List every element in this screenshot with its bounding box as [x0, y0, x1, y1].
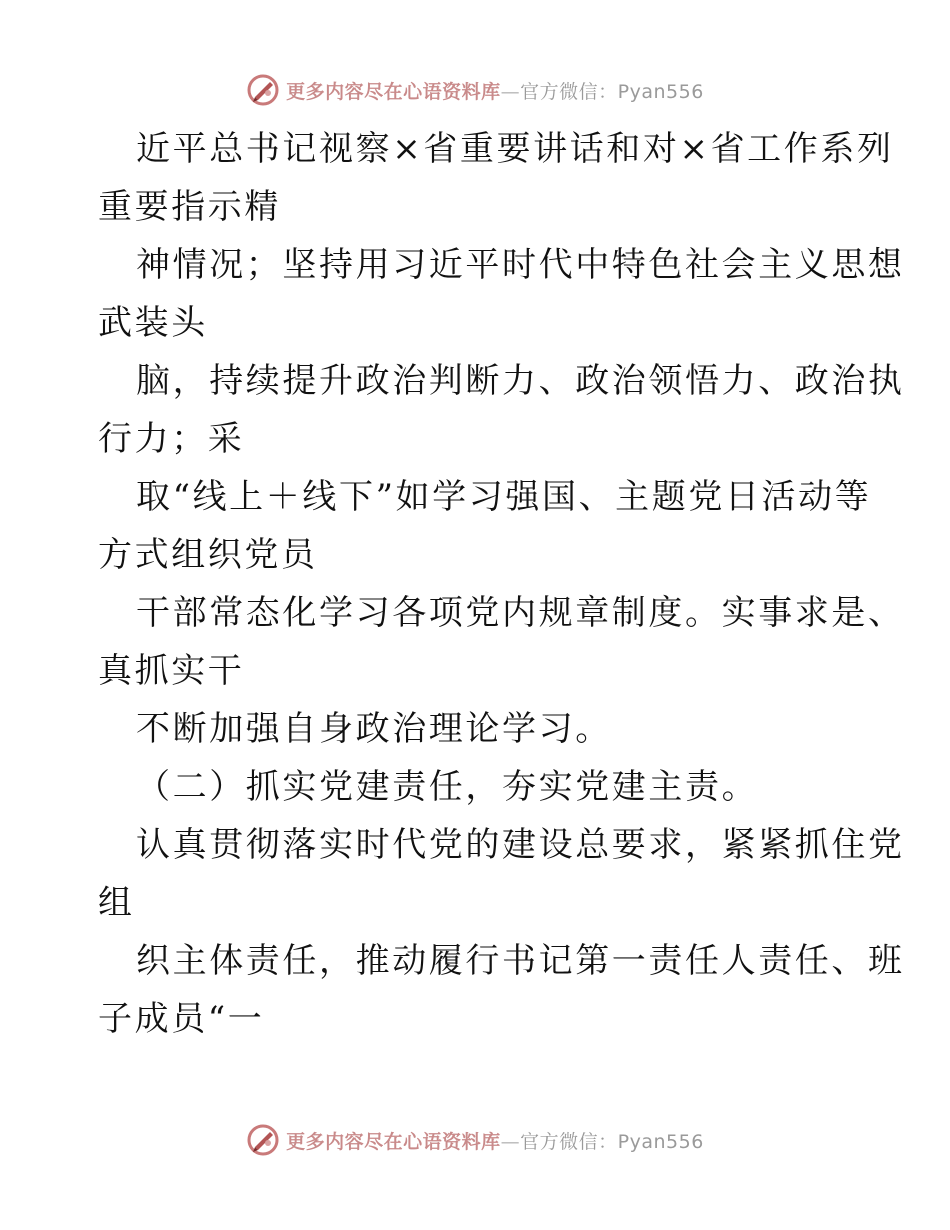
watermark-text: 更多内容尽在心语资料库—官方微信：Pyan556 [286, 1130, 704, 1153]
text-line: 认真贯彻落实时代党的建设总要求，紧紧抓住党 [136, 825, 905, 865]
text-line: 行力；采 [98, 419, 245, 459]
text-line: 织主体责任，推动履行书记第一责任人责任、班 [136, 941, 905, 981]
watermark-logo-icon [246, 1123, 280, 1157]
text-line: 重要指示精 [98, 187, 281, 227]
text-line: 取“线上＋线下”如学习强国、主题党日活动等 [136, 477, 872, 517]
text-line: 不断加强自身政治理论学习。 [136, 709, 612, 749]
section-heading: （二）抓实党建责任，夯实党建主责。 [136, 767, 759, 807]
text-line: 脑，持续提升政治判断力、政治领悟力、政治执 [136, 361, 905, 401]
text-line: 组 [98, 883, 135, 923]
text-line: 干部常态化学习各项党内规章制度。实事求是、 [136, 593, 905, 633]
footer-watermark [0, 1120, 950, 1160]
text-line: 子成员“一 [98, 999, 265, 1039]
watermark-logo-icon [246, 73, 280, 107]
text-line: 神情况；坚持用习近平时代中特色社会主义思想 [136, 245, 905, 285]
text-line: 真抓实干 [98, 651, 245, 691]
text-line: 武装头 [98, 303, 208, 343]
text-line: 近平总书记视察×省重要讲话和对×省工作系列 [136, 129, 894, 169]
text-line: 方式组织党员 [98, 535, 318, 575]
watermark-text: 更多内容尽在心语资料库—官方微信：Pyan556 [286, 80, 704, 103]
header-watermark [0, 70, 950, 110]
